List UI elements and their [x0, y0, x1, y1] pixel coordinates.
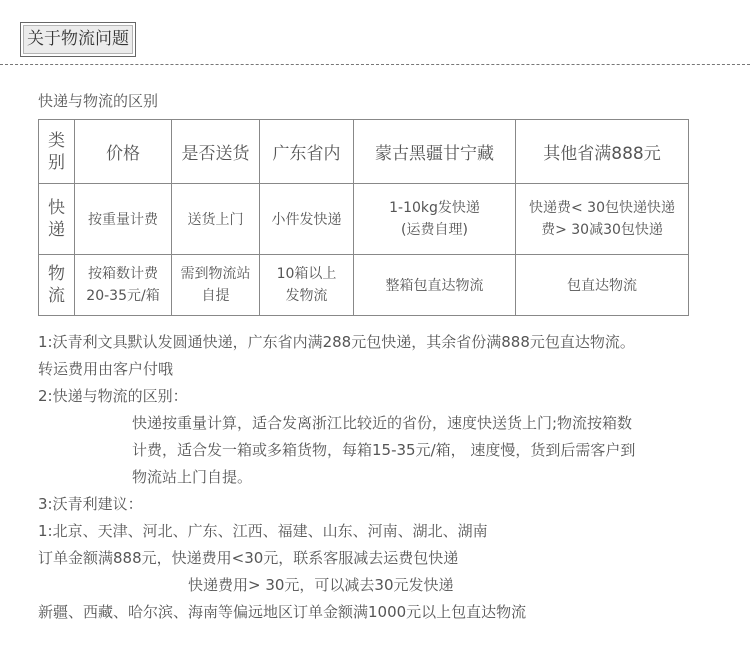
logistics-category-line1: 物	[48, 264, 65, 284]
note-line-10: 快递费用> 30元，可以减去30元发快递	[188, 576, 454, 594]
header-guangdong: 广东省内	[260, 120, 354, 184]
express-category-line1: 快	[48, 198, 65, 218]
note-line-11: 新疆、西藏、哈尔滨、海南等偏远地区订单金额满1000元以上包直达物流	[38, 603, 527, 621]
header-delivery: 是否送货	[172, 120, 260, 184]
logistics-remote: 整箱包直达物流	[354, 255, 516, 316]
logistics-delivery	[172, 255, 260, 316]
logistics-guangdong-line1: 10箱以上	[276, 266, 337, 282]
note-line-6: 物流站上门自提。	[132, 468, 253, 486]
logistics-price	[75, 255, 172, 316]
logistics-delivery-line2: 自提	[201, 288, 230, 304]
header-remote-provinces: 蒙古黑疆甘宁藏	[354, 120, 516, 184]
note-line-5: 计费，适合发一箱或多箱货物，每箱15-35元/箱， 速度慢，货到后需客户到	[132, 441, 636, 459]
express-other-line1: 快递费< 30包快递快递	[529, 200, 675, 216]
express-other	[516, 184, 689, 255]
express-category-line2: 递	[48, 220, 65, 240]
header-row	[39, 120, 689, 184]
dashed-divider	[0, 64, 750, 65]
express-guangdong: 小件发快递	[260, 184, 354, 255]
express-other-line2: 费> 30减30包快递	[541, 222, 663, 238]
note-line-4: 快递按重量计算，适合发离浙江比较近的省份，速度快送货上门;物流按箱数	[132, 414, 633, 432]
logistics-delivery-line1: 需到物流站	[180, 266, 251, 282]
logistics-price-line2: 20-35元/箱	[86, 288, 160, 304]
note-line-9: 订单金额满888元，快递费用<30元，联系客服减去运费包快递	[38, 549, 459, 567]
comparison-table	[38, 119, 689, 316]
section-title: 关于物流问题	[20, 22, 136, 57]
table-row-logistics	[39, 255, 689, 316]
logistics-price-line1: 按箱数计费	[88, 266, 158, 282]
header-price: 价格	[75, 120, 172, 184]
note-line-7: 3:沃青利建议：	[38, 495, 143, 513]
table-subtitle: 快递与物流的区别	[38, 92, 159, 110]
header-category-line1: 类	[48, 130, 65, 151]
logistics-category-line2: 流	[48, 286, 65, 306]
express-price: 按重量计费	[75, 184, 172, 255]
express-remote	[354, 184, 516, 255]
express-category	[39, 184, 75, 255]
note-line-2: 转运费用由客户付哦	[38, 360, 174, 378]
logistics-other: 包直达物流	[516, 255, 689, 316]
logistics-guangdong	[260, 255, 354, 316]
table-row-express	[39, 184, 689, 255]
express-delivery: 送货上门	[172, 184, 260, 255]
header-other-provinces: 其他省满888元	[516, 120, 689, 184]
note-line-8: 1:北京、天津、河北、广东、江西、福建、山东、河南、湖北、湖南	[38, 522, 488, 540]
logistics-guangdong-line2: 发物流	[285, 288, 328, 304]
header-category	[39, 120, 75, 184]
express-remote-line1: 1-10kg发快递	[389, 200, 480, 216]
note-line-1: 1:沃青利文具默认发圆通快递，广东省内满288元包快递，其余省份满888元包直达物流。	[38, 333, 635, 351]
header-category-line2: 别	[48, 152, 65, 173]
note-line-3: 2:快递与物流的区别：	[38, 387, 188, 405]
logistics-category	[39, 255, 75, 316]
express-remote-line2: (运费自理)	[401, 222, 468, 238]
